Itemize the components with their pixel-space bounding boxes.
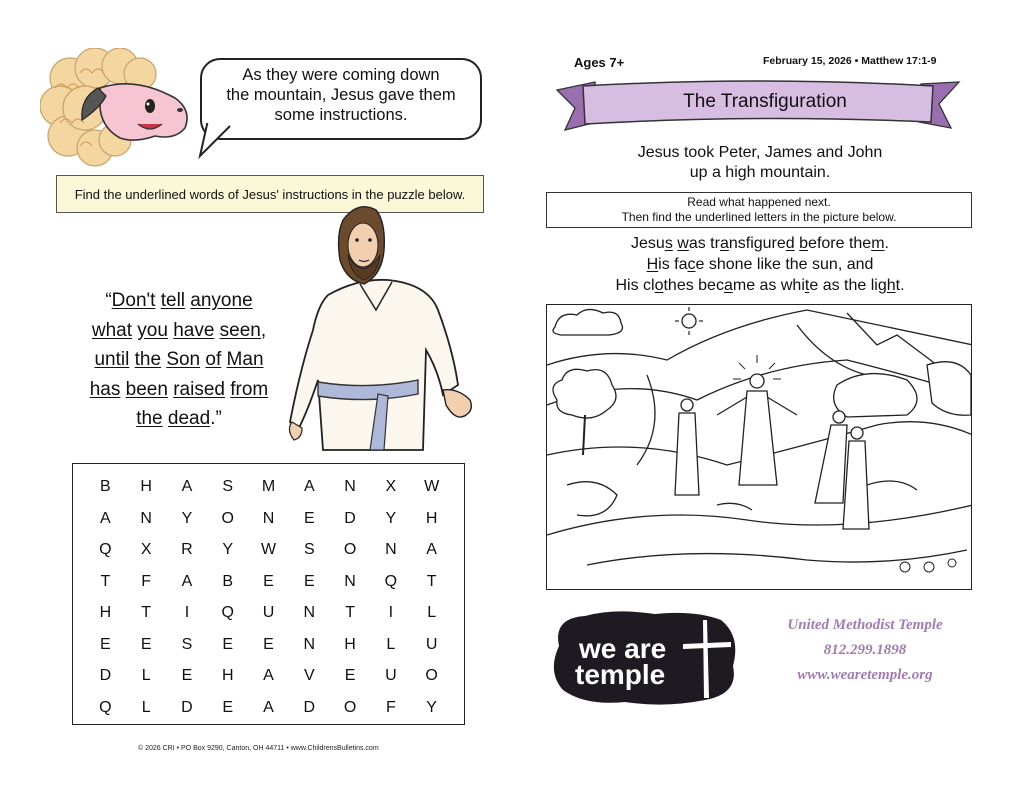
- word-search-instructions: Find the underlined words of Jesus' instructions in the puzzle below.: [56, 175, 484, 213]
- grid-letter[interactable]: N: [262, 509, 275, 527]
- grid-letter[interactable]: W: [260, 541, 277, 558]
- grid-row: [73, 667, 464, 685]
- underlined-letter: c: [687, 256, 696, 273]
- quote-word: Man: [226, 349, 264, 370]
- grid-letter[interactable]: E: [263, 635, 274, 653]
- grid-letter[interactable]: N: [303, 604, 316, 621]
- underlined-letter: t: [804, 277, 810, 294]
- jesus-figure-icon: [288, 200, 478, 456]
- quote-word: of: [205, 349, 222, 370]
- grid-letter[interactable]: U: [425, 635, 438, 653]
- quote-word: the: [136, 408, 163, 429]
- underlined-letter: d: [785, 235, 795, 252]
- grid-row: [73, 699, 464, 717]
- underlined-letter: h: [886, 277, 896, 294]
- grid-letter[interactable]: E: [222, 698, 234, 716]
- grid-letter[interactable]: F: [141, 572, 152, 590]
- quote-word: been: [125, 378, 168, 400]
- intro-text: [560, 143, 960, 183]
- grid-letter[interactable]: Q: [221, 604, 234, 621]
- underlined-letter: b: [799, 235, 809, 252]
- transfiguration-picture: [546, 304, 972, 590]
- grid-letter[interactable]: R: [181, 541, 193, 558]
- grid-letter[interactable]: H: [99, 604, 112, 621]
- age-label: Ages 7+: [574, 55, 625, 70]
- grid-letter[interactable]: E: [222, 635, 234, 653]
- grid-letter[interactable]: N: [303, 635, 316, 653]
- intro-line-1: Jesus took Peter, James and John: [637, 144, 883, 161]
- quote-line: [60, 375, 298, 405]
- verse-line: [540, 275, 980, 296]
- grid-letter[interactable]: U: [262, 604, 275, 621]
- grid-letter[interactable]: Y: [426, 698, 437, 716]
- grid-letter[interactable]: H: [425, 509, 438, 527]
- grid-letter[interactable]: B: [100, 478, 111, 495]
- grid-letter[interactable]: T: [345, 604, 355, 621]
- underlined-letter: s: [664, 235, 673, 252]
- verse-line: [540, 254, 980, 275]
- grid-letter[interactable]: L: [141, 698, 151, 716]
- quote-word: from: [230, 378, 269, 400]
- verse-text: Jesu: [631, 235, 665, 252]
- grid-letter[interactable]: E: [344, 667, 356, 684]
- quote-punct: ,: [260, 319, 267, 341]
- grid-letter[interactable]: X: [385, 478, 397, 495]
- grid-letter[interactable]: Q: [99, 698, 112, 716]
- verse-text: .: [884, 235, 889, 252]
- underlined-letter: H: [646, 256, 659, 273]
- quote-line: [60, 286, 298, 316]
- verse-text: nsfigure: [728, 235, 786, 252]
- grid-letter[interactable]: D: [99, 667, 112, 684]
- logo-line-1: we are: [579, 633, 667, 664]
- grid-letter[interactable]: D: [344, 509, 356, 527]
- grid-letter[interactable]: A: [263, 698, 274, 716]
- intro-line-2: up a high mountain.: [689, 164, 831, 181]
- quote-word: Don't: [111, 290, 156, 311]
- verse-text: t.: [895, 277, 905, 294]
- grid-letter[interactable]: Y: [181, 509, 193, 527]
- logo-line-2: temple: [575, 659, 666, 690]
- grid-letter[interactable]: E: [100, 635, 111, 653]
- transfiguration-illustration: [547, 305, 972, 590]
- grid-letter[interactable]: O: [425, 667, 438, 684]
- grid-letter[interactable]: I: [388, 604, 394, 621]
- grid-letter[interactable]: E: [303, 572, 315, 590]
- underlined-letter: m: [871, 235, 885, 252]
- grid-letter[interactable]: X: [140, 541, 152, 558]
- underlined-letter: o: [654, 277, 664, 294]
- quote-word: has: [89, 378, 121, 400]
- sheep-mascot-icon: [40, 48, 198, 168]
- grid-letter[interactable]: A: [426, 541, 437, 558]
- verse-text: is fa: [658, 256, 688, 273]
- grid-letter[interactable]: A: [181, 572, 193, 590]
- grid-letter[interactable]: V: [303, 667, 315, 684]
- grid-letter[interactable]: Y: [222, 541, 234, 558]
- grid-row: [73, 573, 464, 591]
- church-phone: 812.299.1898: [823, 642, 907, 658]
- speech-bubble-text: [200, 65, 482, 125]
- grid-letter[interactable]: A: [263, 667, 274, 684]
- quote-punct: .”: [210, 408, 222, 429]
- church-website[interactable]: www.wearetemple.org: [797, 667, 933, 683]
- grid-letter[interactable]: H: [344, 635, 356, 653]
- quote-word: the: [134, 349, 162, 370]
- grid-letter[interactable]: H: [140, 478, 152, 495]
- quote-word: what: [91, 319, 132, 341]
- verse-text: efore the: [808, 235, 872, 252]
- page-title: The Transfiguration: [683, 91, 847, 112]
- grid-letter[interactable]: D: [181, 698, 193, 716]
- grid-letter[interactable]: B: [222, 572, 234, 590]
- verse-text: as tr: [688, 235, 720, 252]
- grid-letter[interactable]: A: [100, 509, 111, 527]
- grid-letter[interactable]: Y: [385, 509, 397, 527]
- grid-row: [73, 636, 464, 654]
- underlined-letter: a: [719, 235, 729, 252]
- grid-letter[interactable]: S: [303, 541, 315, 558]
- grid-letter[interactable]: E: [263, 572, 274, 590]
- grid-letter[interactable]: F: [385, 698, 396, 716]
- quote-line: [60, 316, 298, 346]
- read-line-1: Read what happened next.: [687, 195, 831, 209]
- underlined-letter: w: [677, 235, 689, 252]
- read-line-2: Then find the underlined letters in the picture below.: [621, 210, 897, 224]
- quote-word: raised: [173, 378, 225, 400]
- grid-row: [73, 541, 464, 559]
- quote-punct: “: [105, 290, 112, 311]
- grid-letter[interactable]: T: [141, 604, 152, 621]
- copyright-footer: © 2026 CRI • PO Box 9290, Canton, OH 44711 • www.ChildrensBulletins.com: [138, 745, 379, 752]
- grid-letter[interactable]: N: [344, 572, 356, 590]
- grid-letter[interactable]: D: [303, 698, 316, 716]
- grid-letter[interactable]: H: [221, 667, 234, 684]
- bubble-line-3: some instructions.: [274, 106, 408, 124]
- date-scripture-reference: February 15, 2026 • Matthew 17:1-9: [763, 55, 937, 67]
- grid-letter[interactable]: S: [222, 478, 234, 495]
- quote-word: have: [173, 319, 215, 341]
- grid-letter[interactable]: E: [303, 509, 315, 527]
- verse-line: [540, 233, 980, 254]
- grid-letter[interactable]: O: [221, 509, 234, 527]
- verse-text: e as the lig: [809, 277, 887, 294]
- quote-line: [60, 404, 298, 434]
- quote-word: Son: [166, 349, 201, 370]
- quote-word: you: [137, 319, 168, 341]
- grid-letter[interactable]: N: [385, 541, 397, 558]
- bubble-line-1: As they were coming down: [242, 66, 440, 84]
- grid-row: [73, 510, 464, 528]
- grid-letter[interactable]: E: [181, 667, 193, 684]
- verse-text: me as whi: [732, 277, 805, 294]
- grid-letter[interactable]: A: [303, 478, 315, 495]
- verse-text: e shone like the sun, and: [695, 256, 874, 273]
- word-search-grid: [72, 463, 465, 725]
- grid-letter[interactable]: E: [140, 635, 152, 653]
- grid-letter[interactable]: T: [426, 572, 437, 590]
- quote-word: anyone: [190, 290, 253, 311]
- grid-letter[interactable]: N: [140, 509, 152, 527]
- grid-letter[interactable]: S: [181, 635, 193, 653]
- church-contact: [740, 613, 990, 688]
- verse-text: thes bec: [663, 277, 724, 294]
- grid-letter[interactable]: L: [427, 604, 437, 621]
- bubble-line-2: the mountain, Jesus gave them: [226, 86, 456, 104]
- grid-letter[interactable]: O: [343, 541, 357, 558]
- grid-letter[interactable]: Q: [99, 541, 112, 558]
- grid-row: [73, 604, 464, 622]
- quote-word: tell: [160, 290, 186, 311]
- grid-letter[interactable]: W: [424, 478, 440, 495]
- grid-letter[interactable]: Q: [384, 572, 398, 590]
- grid-letter[interactable]: M: [261, 478, 276, 495]
- grid-letter[interactable]: O: [343, 698, 357, 716]
- scripture-verse: [540, 233, 980, 296]
- quote-line: [60, 345, 298, 375]
- grid-letter[interactable]: L: [386, 635, 396, 653]
- grid-letter[interactable]: A: [181, 478, 193, 495]
- underlined-letter: a: [723, 277, 733, 294]
- grid-letter[interactable]: L: [141, 667, 151, 684]
- grid-letter[interactable]: I: [184, 604, 190, 621]
- we-are-temple-logo: [545, 606, 741, 708]
- verse-text: His cl: [615, 277, 655, 294]
- quote-word: seen: [219, 319, 261, 341]
- jesus-quote: [60, 286, 298, 434]
- grid-row: [73, 478, 464, 496]
- grid-letter[interactable]: N: [344, 478, 356, 495]
- quote-word: until: [94, 349, 130, 370]
- picture-instructions: [546, 192, 972, 228]
- quote-word: dead: [167, 408, 211, 429]
- grid-letter[interactable]: U: [385, 667, 397, 684]
- church-name: United Methodist Temple: [787, 617, 943, 633]
- grid-letter[interactable]: T: [100, 572, 111, 590]
